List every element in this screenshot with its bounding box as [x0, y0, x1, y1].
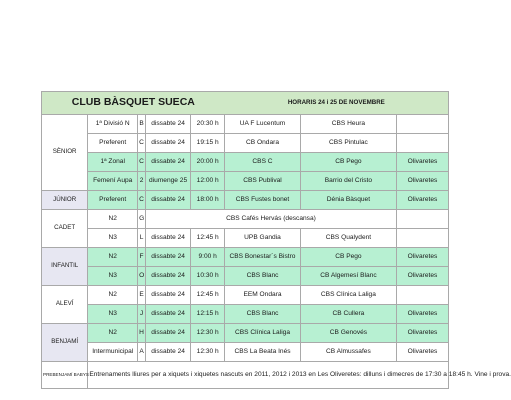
category-cell: SÈNIOR — [42, 115, 88, 191]
day-cell: dissabte 24 — [145, 229, 190, 248]
level-cell: N2 — [88, 286, 138, 305]
group-cell: J — [138, 305, 146, 324]
time-cell: 12:30 h — [191, 343, 225, 362]
group-cell: B — [138, 115, 146, 134]
away-team-cell: CB Algemesí Blanc — [300, 267, 396, 286]
category-cell: CADET — [42, 210, 88, 248]
level-cell: Intermunicipal — [88, 343, 138, 362]
level-cell: 1ª Divisió N — [88, 115, 138, 134]
table-row — [42, 153, 449, 172]
home-team-cell: CB Ondara — [225, 134, 301, 153]
home-team-cell: CBS La Beata Inés — [225, 343, 301, 362]
away-team-cell: CB Pego — [300, 153, 396, 172]
time-cell: 10:30 h — [191, 267, 225, 286]
group-cell: H — [138, 324, 146, 343]
group-cell: L — [138, 229, 146, 248]
time-cell: 20:00 h — [191, 153, 225, 172]
table-row — [42, 134, 449, 153]
home-team-cell: UA F Lucentum — [225, 115, 301, 134]
day-cell: dissabte 24 — [145, 324, 190, 343]
venue-cell: Olivaretes — [396, 324, 448, 343]
day-cell: dissabte 24 — [145, 115, 190, 134]
day-cell: dissabte 24 — [145, 267, 190, 286]
away-team-cell: CBS Pintulac — [300, 134, 396, 153]
venue-cell — [396, 286, 448, 305]
away-team-cell: CBS Qualydent — [300, 229, 396, 248]
category-cell: ALEVÍ — [42, 286, 88, 324]
level-cell: Preferent — [88, 134, 138, 153]
table-row — [42, 229, 449, 248]
away-team-cell: CB Almussafes — [300, 343, 396, 362]
time-cell: 12:45 h — [191, 229, 225, 248]
level-cell: N2 — [88, 324, 138, 343]
home-team-cell: UPB Gandia — [225, 229, 301, 248]
time-cell: 19:15 h — [191, 134, 225, 153]
header-row — [42, 92, 449, 115]
home-team-cell: CBS Blanc — [225, 267, 301, 286]
table-row — [42, 210, 449, 229]
note-text: Entrenaments lliures per a xiquets i xiquetes nascuts en 2011, 2012 i 2013 en Les Oliveretes: dilluns i dimecres de 17:30 a 18:45 h. Vine i prova. — [88, 362, 449, 389]
table-row — [42, 248, 449, 267]
group-cell: E — [138, 286, 146, 305]
day-cell: dissabte 24 — [145, 286, 190, 305]
venue-cell: Olivaretes — [396, 267, 448, 286]
day-cell: dissabte 24 — [145, 343, 190, 362]
venue-cell: Olivaretes — [396, 248, 448, 267]
day-cell: dissabte 24 — [145, 248, 190, 267]
table-row — [42, 286, 449, 305]
venue-cell — [396, 134, 448, 153]
club-title: CLUB BÀSQUET SUECA — [42, 92, 225, 115]
table-row — [42, 343, 449, 362]
venue-cell: Olivaretes — [396, 153, 448, 172]
home-team-cell: CBS Clínica Laliga — [225, 324, 301, 343]
table-row — [42, 115, 449, 134]
category-cell: JÚNIOR — [42, 191, 88, 210]
day-cell: dissabte 24 — [145, 305, 190, 324]
merged-cell: CBS Cafés Hervás (descansa) — [145, 210, 396, 229]
home-team-cell: CBS Publival — [225, 172, 301, 191]
group-cell: 2 — [138, 172, 146, 191]
note-category: PREBENJAMÍ BABYS — [42, 362, 88, 389]
level-cell: Femení Aupa — [88, 172, 138, 191]
venue-cell: Olivaretes — [396, 172, 448, 191]
level-cell: N2 — [88, 210, 138, 229]
schedule-table — [41, 91, 511, 389]
away-team-cell: CB Genovés — [300, 324, 396, 343]
table-row — [42, 324, 449, 343]
time-cell: 12:15 h — [191, 305, 225, 324]
home-team-cell: CBS Blanc — [225, 305, 301, 324]
home-team-cell: CBS Bonestar´s Bistro — [225, 248, 301, 267]
group-cell: C — [138, 134, 146, 153]
group-cell: A — [138, 343, 146, 362]
away-team-cell: Dénia Bàsquet — [300, 191, 396, 210]
table-row — [42, 172, 449, 191]
day-cell: dissabte 24 — [145, 134, 190, 153]
group-cell: C — [138, 191, 146, 210]
level-cell: Preferent — [88, 191, 138, 210]
day-cell: diumenge 25 — [145, 172, 190, 191]
away-team-cell: CBS Clínica Laliga — [300, 286, 396, 305]
group-cell: F — [138, 248, 146, 267]
venue-cell — [396, 229, 448, 248]
table-row — [42, 305, 449, 324]
venue-cell: Olivaretes — [396, 191, 448, 210]
table-row — [42, 267, 449, 286]
time-cell: 12:45 h — [191, 286, 225, 305]
level-cell: 1ª Zonal — [88, 153, 138, 172]
time-cell: 12:30 h — [191, 324, 225, 343]
away-team-cell: CB Pego — [300, 248, 396, 267]
group-cell: O — [138, 267, 146, 286]
category-cell: INFANTIL — [42, 248, 88, 286]
away-team-cell: CB Cullera — [300, 305, 396, 324]
schedule-body — [42, 92, 511, 389]
group-cell: G — [138, 210, 146, 229]
time-cell: 12:00 h — [191, 172, 225, 191]
venue-cell — [396, 210, 448, 229]
schedule-date: HORARIS 24 i 25 DE NOVEMBRE — [225, 92, 449, 115]
level-cell: N3 — [88, 229, 138, 248]
venue-cell: Olivaretes — [396, 343, 448, 362]
group-cell: C — [138, 153, 146, 172]
away-team-cell: Barrio del Cristo — [300, 172, 396, 191]
level-cell: N3 — [88, 267, 138, 286]
day-cell: dissabte 24 — [145, 191, 190, 210]
home-team-cell: EEM Ondara — [225, 286, 301, 305]
table-row — [42, 191, 449, 210]
day-cell: dissabte 24 — [145, 153, 190, 172]
away-team-cell: CBS Heura — [300, 115, 396, 134]
note-row — [42, 362, 449, 389]
venue-cell — [396, 115, 448, 134]
time-cell: 20:30 h — [191, 115, 225, 134]
level-cell: N3 — [88, 305, 138, 324]
time-cell: 18:00 h — [191, 191, 225, 210]
time-cell: 9:00 h — [191, 248, 225, 267]
venue-cell: Olivaretes — [396, 305, 448, 324]
level-cell: N2 — [88, 248, 138, 267]
home-team-cell: CBS Fustes bonet — [225, 191, 301, 210]
category-cell: BENJAMÍ — [42, 324, 88, 362]
home-team-cell: CBS C — [225, 153, 301, 172]
